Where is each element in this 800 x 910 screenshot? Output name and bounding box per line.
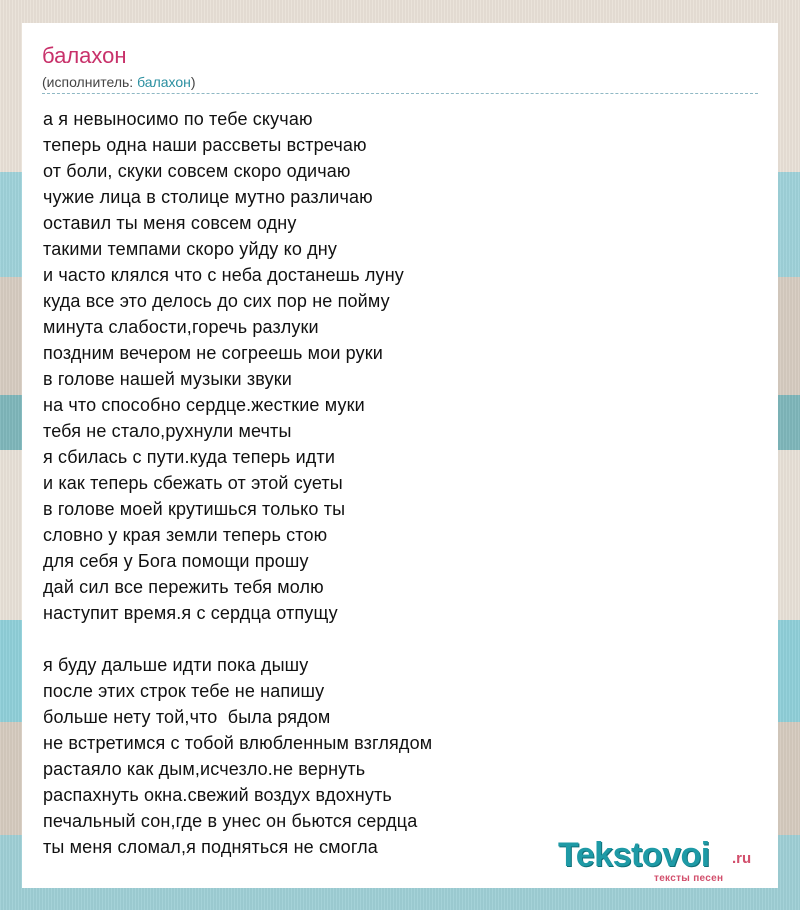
dashed-divider xyxy=(42,93,758,94)
lyric-line: оставил ты меня совсем одну xyxy=(43,213,297,233)
lyric-line: и как теперь сбежать от этой суеты xyxy=(43,473,343,493)
artist-line xyxy=(42,74,196,90)
lyric-line: в голове моей крутишься только ты xyxy=(43,499,346,519)
lyric-line: я буду дальше идти пока дышу xyxy=(43,655,309,675)
lyric-line: не встретимся с тобой влюбленным взглядом xyxy=(43,733,433,753)
stanza-2 xyxy=(43,652,743,860)
lyric-line: минута слабости,горечь разлуки xyxy=(43,317,319,337)
lyric-line: а я невыносимо по тебе скучаю xyxy=(43,109,313,129)
lyric-line: больше нету той,что была рядом xyxy=(43,707,331,727)
lyric-line: куда все это делось до сих пор не пойму xyxy=(43,291,390,311)
artist-suffix: ) xyxy=(190,74,196,90)
lyric-line: поздним вечером не согреешь мои руки xyxy=(43,343,384,363)
lyric-line: после этих строк тебе не напишу xyxy=(43,681,325,701)
logo-tagline: тексты песен xyxy=(654,873,724,884)
lyric-line: и часто клялся что с неба достанешь луну xyxy=(43,265,404,285)
tekstovoi-logo[interactable] xyxy=(558,836,768,886)
lyric-line: растаяло как дым,исчезло.не вернуть xyxy=(43,759,366,779)
lyrics-text xyxy=(43,106,743,886)
lyric-line: ты меня сломал,я подняться не смогла xyxy=(43,837,378,857)
lyric-line: я сбилась с пути.куда теперь идти xyxy=(43,447,336,467)
lyric-line: от боли, скуки совсем скоро одичаю xyxy=(43,161,351,181)
lyric-line: в голове нашей музыки звуки xyxy=(43,369,292,389)
lyric-line: распахнуть окна.свежий воздух вдохнуть xyxy=(43,785,392,805)
logo-wordmark: Tekstovoi xyxy=(558,836,710,874)
lyric-line: для себя у Бога помощи прошу xyxy=(43,551,309,571)
artist-link[interactable]: балахон xyxy=(137,74,191,90)
lyric-line: дай сил все пережить тебя молю xyxy=(43,577,324,597)
logo-domain: .ru xyxy=(732,850,752,867)
lyric-line: такими темпами скоро уйду ко дну xyxy=(43,239,338,259)
lyric-line: тебя не стало,рухнули мечты xyxy=(43,421,292,441)
lyrics-card xyxy=(22,23,778,888)
stanza-1 xyxy=(43,106,743,626)
lyric-line: теперь одна наши рассветы встречаю xyxy=(43,135,367,155)
lyric-line: на что способно сердце.жесткие муки xyxy=(43,395,365,415)
lyric-line: чужие лица в столице мутно различаю xyxy=(43,187,373,207)
song-title: балахон xyxy=(42,43,127,68)
lyric-line: наступит время.я с сердца отпущу xyxy=(43,603,338,623)
artist-prefix: (исполнитель: xyxy=(42,74,138,90)
lyric-line: печальный сон,где в унес он бьются сердца xyxy=(43,811,418,831)
lyric-line: словно у края земли теперь стою xyxy=(43,525,328,545)
